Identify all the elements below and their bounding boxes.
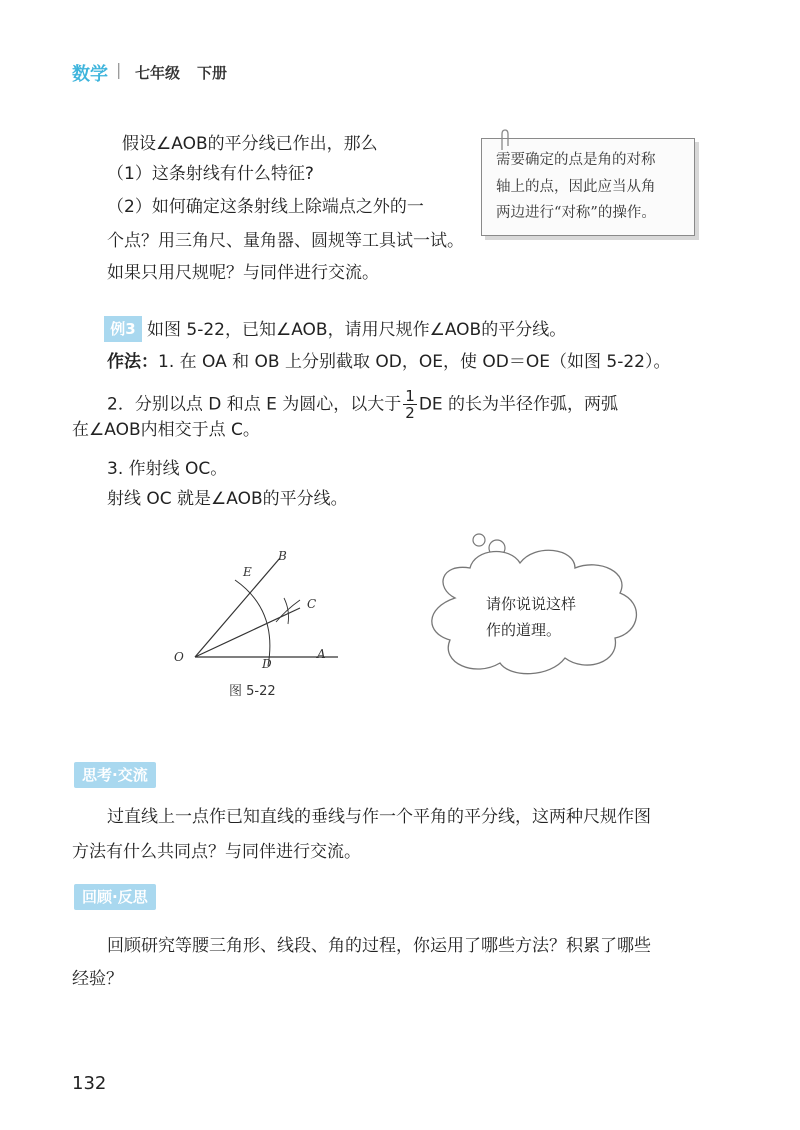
label-o: O [174, 650, 184, 664]
method-step-2-cont: 在∠AOB内相交于点 C。 [72, 420, 260, 440]
example-tag: 例3 [104, 316, 142, 342]
example-conclusion: 射线 OC 就是∠AOB的平分线。 [107, 489, 348, 509]
example-statement: 如图 5-22，已知∠AOB，请用尺规作∠AOB的平分线。 [147, 320, 567, 340]
book-subject: 数学 [72, 64, 108, 85]
cloud-line-2: 作的道理。 [486, 621, 562, 639]
intro-line-4: 个点？用三角尺、量角器、圆规等工具试一试。 [107, 231, 464, 251]
review-reflect-tag: 回顾·反思 [74, 884, 156, 910]
side-note-line-3: 两边进行“对称”的操作。 [496, 205, 656, 221]
ray-oc [195, 608, 300, 657]
ray-ob [195, 558, 280, 657]
header-separator: | [116, 60, 122, 79]
think-line-1: 过直线上一点作已知直线的垂线与作一个平角的平分线，这两种尺规作图 [107, 807, 651, 827]
think-exchange-tag: 思考·交流 [74, 762, 156, 788]
method-step-3: 3. 作射线 OC。 [107, 459, 228, 479]
label-c: C [307, 597, 317, 611]
intro-line-5: 如果只用尺规呢？与同伴进行交流。 [107, 263, 379, 283]
intro-line-3: （2）如何确定这条射线上除端点之外的一 [107, 197, 424, 217]
figure-caption: 图 5-22 [229, 684, 276, 699]
label-b: B [278, 549, 287, 563]
label-e: E [243, 565, 252, 579]
fraction-one-half [403, 388, 417, 421]
step2-part-a: 2．分别以点 D 和点 E 为圆心，以大于 [107, 394, 402, 415]
fraction-denominator: 2 [405, 404, 415, 422]
review-line-1: 回顾研究等腰三角形、线段、角的过程，你运用了哪些方法？积累了哪些 [107, 936, 651, 956]
book-grade: 七年级 [135, 64, 181, 82]
review-line-2: 经验？ [72, 969, 123, 989]
book-volume: 下册 [197, 64, 228, 82]
intro-line-2: （1）这条射线有什么特征? [107, 164, 314, 184]
method-step-1: 1. 在 OA 和 OB 上分别截取 OD，OE，使 OD＝OE（如图 5-22）。 [158, 352, 671, 372]
label-d: D [262, 657, 272, 671]
page-number: 132 [72, 1073, 107, 1094]
figure-angle-bisector [160, 540, 350, 675]
side-note-line-1: 需要确定的点是角的对称 [496, 152, 656, 168]
arc-de [235, 580, 270, 666]
intro-line-1: 假设∠AOB的平分线已作出，那么 [122, 134, 378, 154]
think-line-2: 方法有什么共同点？与同伴进行交流。 [72, 842, 361, 862]
method-step-2 [107, 388, 618, 421]
step2-part-b: DE 的长为半径作弧，两弧 [418, 394, 619, 415]
cloud-line-1: 请你说说这样 [486, 595, 577, 613]
method-label: 作法： [107, 352, 158, 372]
fraction-numerator: 1 [405, 387, 415, 405]
label-a: A [317, 647, 326, 661]
method-line [107, 350, 670, 374]
side-note-line-2: 轴上的点，因此应当从角 [496, 179, 656, 195]
